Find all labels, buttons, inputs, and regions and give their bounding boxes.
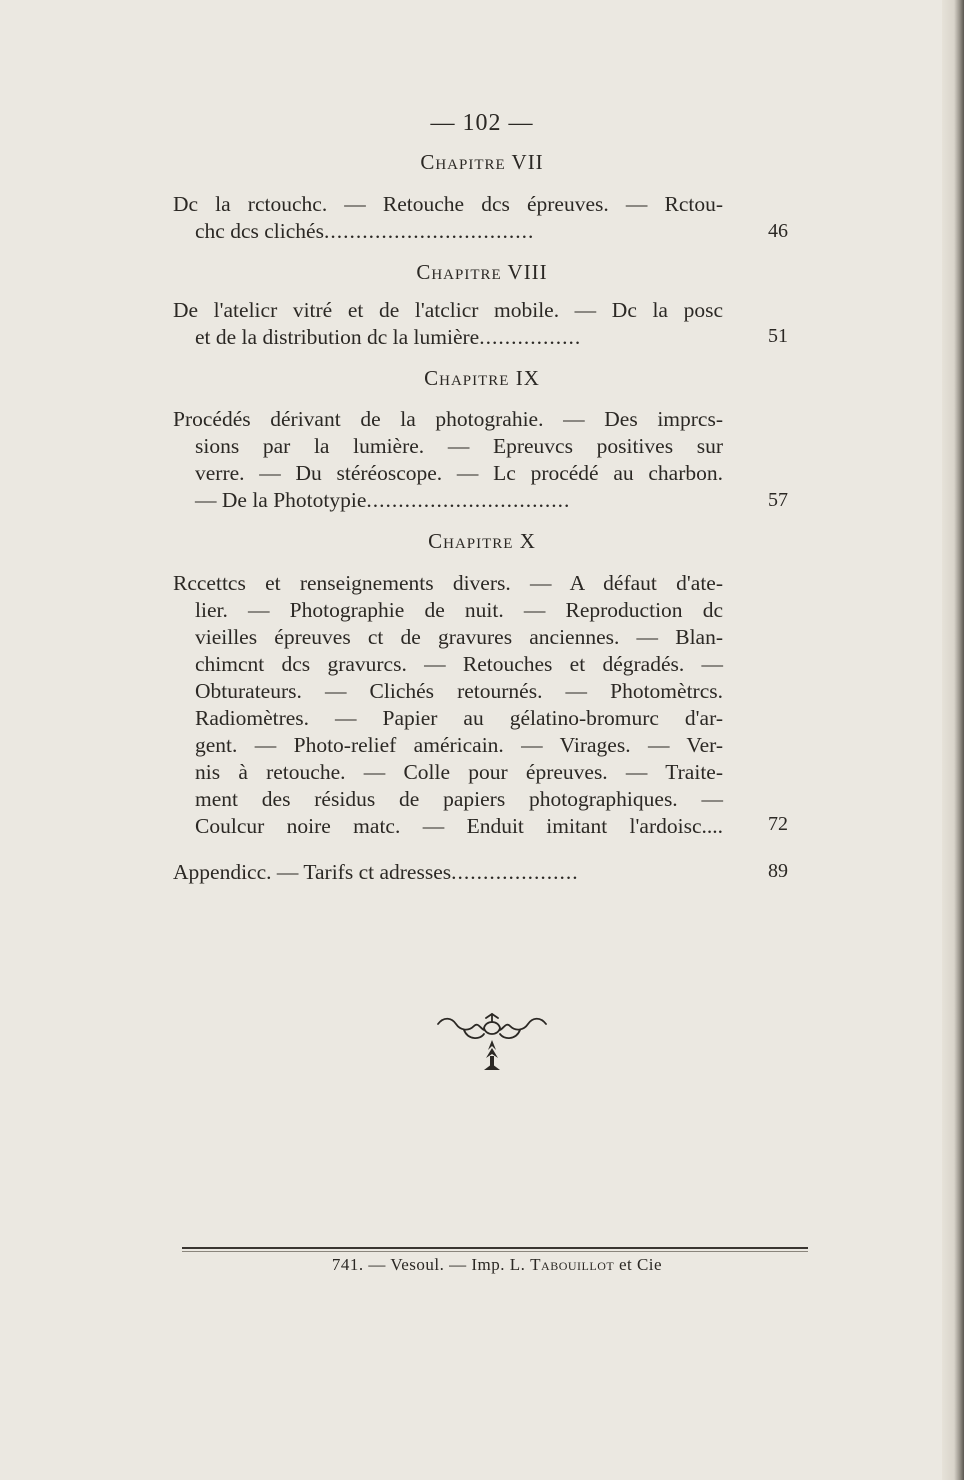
toc-entry-chapter-ix bbox=[173, 406, 723, 514]
toc-entry-line: Procédés dérivant de la photograhie. — Des imprcs- bbox=[173, 407, 723, 431]
toc-entry-line: De l'atelicr vitré et de l'atclicr mobile. — Dc la posc bbox=[173, 298, 723, 322]
toc-entry-chapter-viii bbox=[173, 297, 723, 351]
toc-entry-line bbox=[173, 324, 723, 351]
leader-dots: .................... bbox=[451, 860, 579, 884]
footer-rule-thin bbox=[182, 1251, 808, 1252]
toc-entry-line: nis à retouche. — Colle pour épreuves. — Traite- bbox=[195, 760, 723, 784]
leader-dots: ................ bbox=[479, 325, 582, 349]
toc-entry-line: chimcnt dcs gravurcs. — Retouches et dégradés. — bbox=[195, 652, 723, 676]
page-ref-chapter-vii: 46 bbox=[768, 220, 788, 242]
printer-colophon bbox=[0, 1255, 964, 1275]
leader-dots: ................................ bbox=[366, 488, 571, 512]
toc-entry-line: Coulcur noire matc. — Enduit imitant l'ardoisc.... bbox=[195, 814, 723, 838]
page-number: — 102 — bbox=[430, 110, 534, 136]
toc-entry-line: Radiomètres. — Papier au gélatino-bromurc d'ar- bbox=[195, 706, 723, 730]
toc-entry-line bbox=[173, 859, 723, 886]
colophon-text: 741. — Vesoul. — Imp. L. bbox=[331, 1255, 526, 1274]
toc-entry-line bbox=[173, 218, 723, 245]
chapter-heading-x: Chapitre X bbox=[428, 529, 536, 553]
footer-rule bbox=[182, 1247, 808, 1249]
toc-entry-line: Obturateurs. — Clichés retournés. — Photomètrcs. bbox=[195, 679, 723, 703]
printer-name: Tabouillot bbox=[530, 1255, 615, 1274]
toc-entry-chapter-x bbox=[173, 570, 723, 840]
page-ref-appendix: 89 bbox=[768, 860, 788, 882]
leader-dots: ................................. bbox=[323, 219, 535, 243]
toc-entry-text: Appendicc. — Tarifs ct adresses bbox=[173, 860, 452, 884]
chapter-heading-ix: Chapitre IX bbox=[424, 366, 540, 390]
toc-entry-text: — De la Phototypie bbox=[195, 488, 367, 512]
toc-entry-line: sions par la lumière. — Epreuvcs positives sur bbox=[195, 434, 723, 458]
colophon-suffix: et Cie bbox=[618, 1255, 663, 1274]
toc-entry-text: et de la distribution dc la lumière bbox=[195, 325, 480, 349]
toc-entry-line: lier. — Photographie de nuit. — Reproduction dc bbox=[195, 598, 723, 622]
toc-entry-appendix bbox=[173, 859, 723, 886]
toc-entry-line: Dc la rctouchc. — Retouche dcs épreuves. — Rctou- bbox=[173, 192, 723, 216]
toc-entry-text: chc dcs clichés bbox=[195, 219, 324, 243]
toc-entry-line: vieilles épreuves ct de gravures anciennes. — Blan- bbox=[195, 625, 723, 649]
toc-entry-line: Rccettcs et renseignements divers. — A défaut d'ate- bbox=[173, 571, 723, 595]
toc-entry-line bbox=[173, 487, 723, 514]
ornament-fleuron-icon bbox=[434, 1010, 550, 1076]
toc-entry-chapter-vii bbox=[173, 191, 723, 245]
toc-entry-line: gent. — Photo-relief américain. — Virages. — Ver- bbox=[195, 733, 723, 757]
page-ref-chapter-ix: 57 bbox=[768, 489, 788, 511]
toc-entry-line: verre. — Du stéréoscope. — Lc procédé au charbon. bbox=[195, 461, 723, 485]
chapter-heading-vii: Chapitre VII bbox=[420, 150, 544, 174]
page-ref-chapter-viii: 51 bbox=[768, 325, 788, 347]
chapter-heading-viii: Chapitre VIII bbox=[416, 260, 548, 284]
toc-entry-line: ment des résidus de papiers photographiques. — bbox=[195, 787, 723, 811]
page-ref-chapter-x: 72 bbox=[768, 813, 788, 835]
